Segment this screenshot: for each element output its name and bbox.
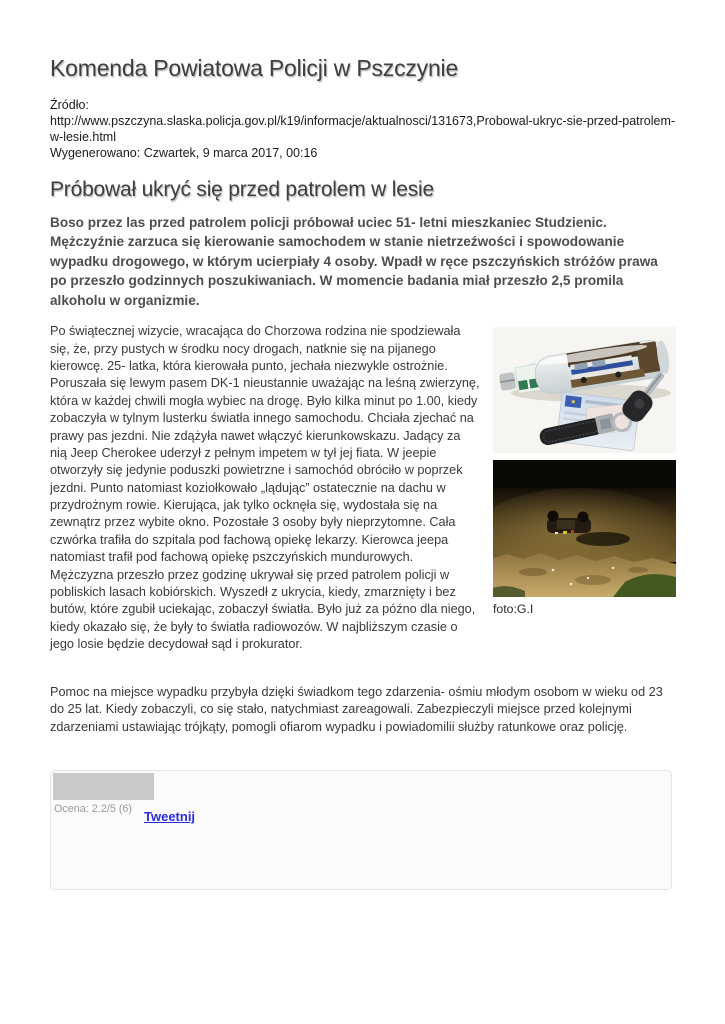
article-body-wrap xyxy=(50,323,676,737)
generated-line: Wygenerowano: Czwartek, 9 marca 2017, 00:16 xyxy=(50,146,318,160)
source-url: http://www.pszczyna.slaska.policja.gov.pl/k19/informacje/aktualnosci/131673,Probowal-ukryc-sie-przed-patrolem-w-lesie.html xyxy=(50,114,676,144)
article-photos xyxy=(493,327,676,617)
photo-evidence-bottle-keys xyxy=(493,327,676,453)
rating-text: Ocena: 2.2/5 (6) xyxy=(54,802,133,815)
photo-overturned-car xyxy=(493,460,676,597)
tweet-link[interactable]: Tweetnij xyxy=(144,808,196,824)
rating-widget-placeholder[interactable] xyxy=(53,773,154,800)
article-closing: Pomoc na miejsce wypadku przybyła dzięki świadkom tego zdarzenia- ośmiu młodym osobom w wieku od 23 do 25 lat. Kiedy zobaczyli, co się stało, natychmiast zareagowali. Zabezpieczyli miejsce przed kolejnymi zdarzeniami ustawiając trójkąty, pomogli ofiarom wypadku i powiadomilii służby ratunkowe oraz policję. xyxy=(50,684,663,735)
site-title: Komenda Powiatowa Policji w Pszczynie xyxy=(50,55,459,81)
rating-share-box xyxy=(50,770,672,890)
source-block xyxy=(50,97,676,161)
photo-caption: foto:G.I xyxy=(493,602,534,617)
source-label: Źródło: xyxy=(50,98,89,112)
article-title: Próbował ukryć się przed patrolem w lesie xyxy=(50,178,434,201)
article-lead: Boso przez las przed patrolem policji próbował uciec 51- letni mieszkaniec Studzienic. Mężczyźnie zarzuca się kierowanie samochodem w stanie nietrzeźwości i spowodowanie wypadku drogowego, w którym ucierpiały 4 osoby. Wpadł w ręce pszczyńskich stróżów prawa po przeszło godzinnych poszukiwaniach. W momencie badania miał przeszło 2,5 promila alkoholu w organizmie. xyxy=(50,215,658,308)
article-body: Po świątecznej wizycie, wracająca do Chorzowa rodzina nie spodziewała się, że, przy pustych w środku nocy drogach, natknie się na pijanego kierowcę. 25- latka, która kierowała punto, jechała niezwykle ostrożnie. Poruszała się lewym pasem DK-1 nieustannie uważając na leśną zwierzynę, która w każdej chwili mogła wybiec na drogę. Było kilka minut po 1.00, kiedy zobaczyła w tylnym lusterku światła innego samochodu. Chciała zjechać na prawy pas jezdni. Nie zdążyła nawet włączyć kierunkowskazu. Jadący za nią Jeep Cherokee uderzył z pełnym impetem w tył jej fiata. W jeepie otworzyły się jedynie poduszki powietrzne i samochód obróciło w poprzek jezdni. Punto natomiast koziołkowało „lądując” ostatecznie na dachu w przydrożnym rowie. Kierująca, jak tylko ocknęła się, wydostała się na zewnątrz przez wybite okno. Pozostałe 3 osoby były nieprzytomne. Cała czwórka trafiła do szpitala pod fachową opiekę lekarzy. Kierowca jeepa natomiast trafił pod fachową opiekę pszczyńskich mundurowych. Mężczyzna przeszło przez godzinę ukrywał się przed patrolem policji w pobliskich lasach kobiórskich. Wyszedł z ukrycia, kiedy, zmarznięty i bez butów, które zgubił uciekając, zobaczył światła. Było już za późno dla niego, kiedy okazało się, że były to światła radiowozów. W najbliższym czasie o jego losie będzie decydował sąd i prokurator. xyxy=(50,324,480,652)
